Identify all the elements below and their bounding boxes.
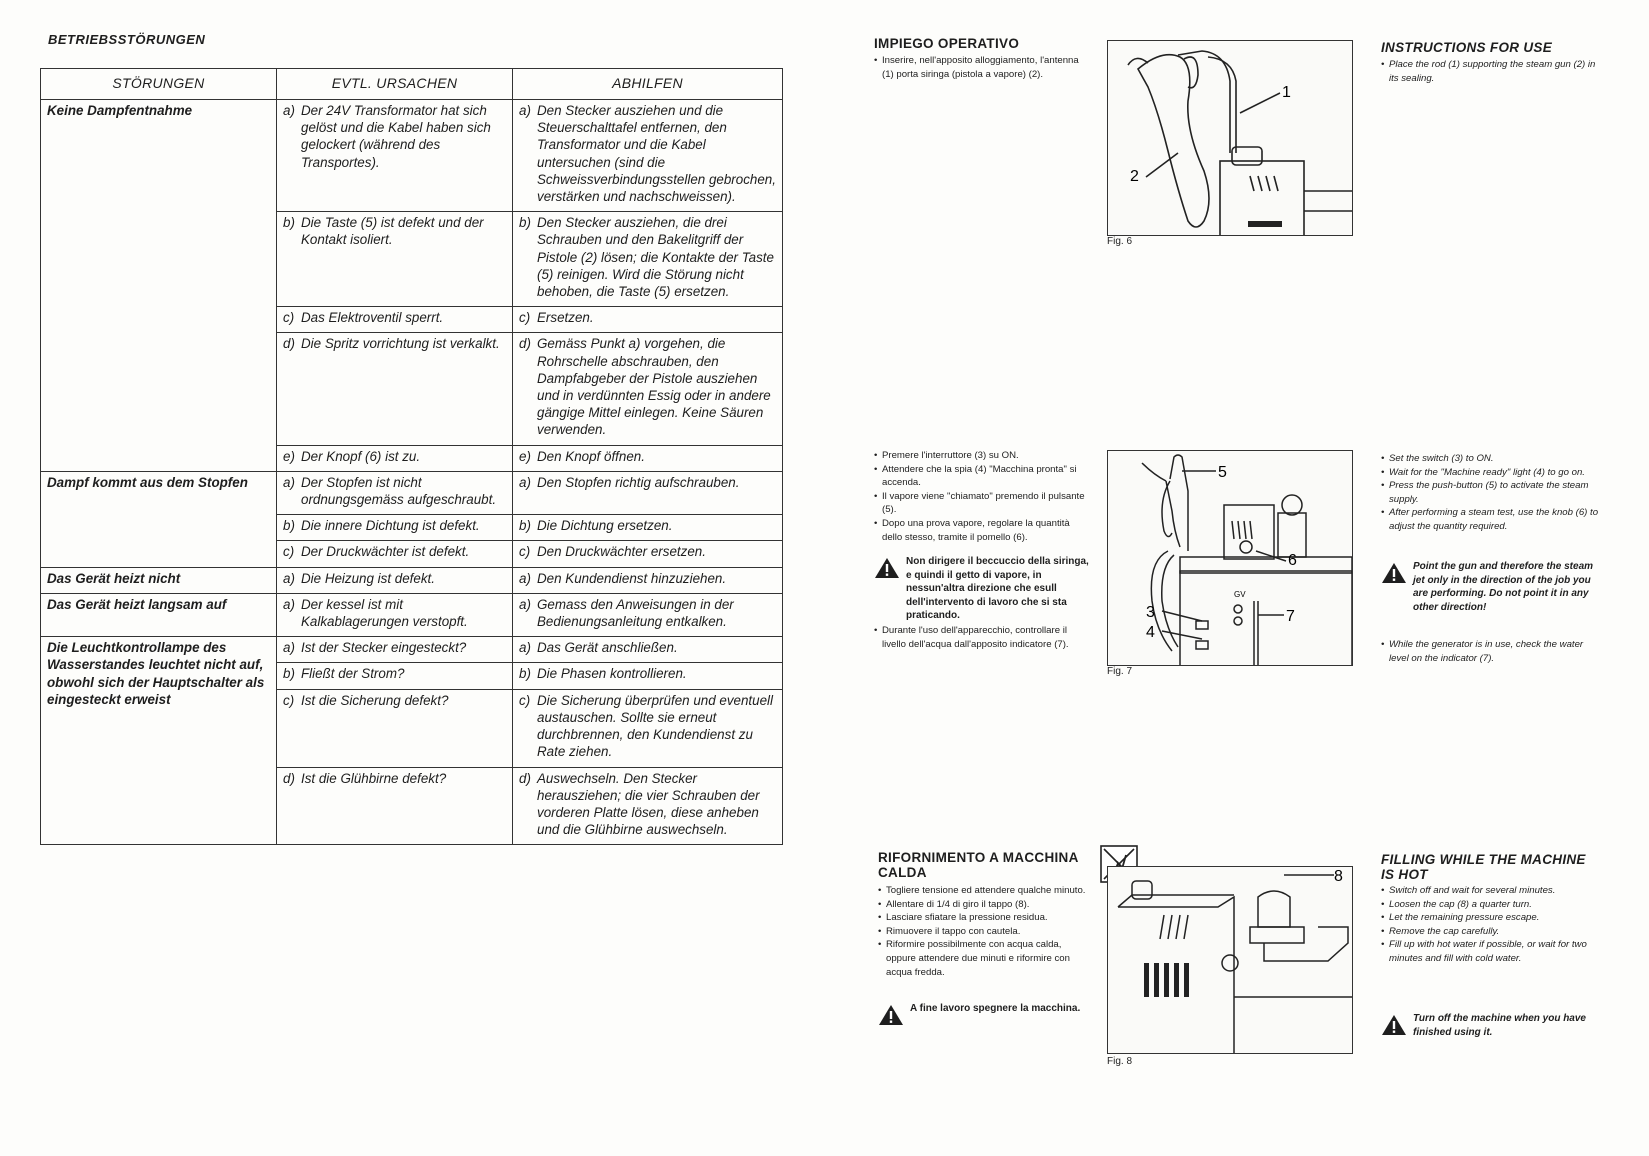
callout-8: 8 [1334, 868, 1343, 885]
list-item: • While the generator is in use, check the water level on the indicator (7). [1381, 638, 1601, 665]
item-text: Die Heizung ist defekt. [301, 570, 435, 586]
header-remedies: ABHILFEN [513, 69, 783, 100]
item-text: Der kessel ist mit Kalkablagerungen verstopft. [301, 596, 468, 630]
list-item: • Fill up with hot water if possible, or wait for two minutes and fill with cold water. [1381, 938, 1603, 965]
warning-triangle-icon [874, 557, 900, 579]
callout-5: 5 [1218, 464, 1227, 481]
fault-cell: Das Gerät heizt nicht [41, 567, 277, 593]
remedy-cell [513, 663, 783, 689]
list-item: • Set the switch (3) to ON. [1381, 452, 1601, 466]
item-letter: b) [519, 518, 531, 534]
item-text: Ist die Glühbirne defekt? [301, 770, 447, 786]
impiego-list [874, 54, 1090, 81]
remedy-cell [513, 515, 783, 541]
section-title-instructions: INSTRUCTIONS FOR USE [1381, 40, 1553, 55]
callout-4: 4 [1146, 624, 1155, 641]
warning-text: Point the gun and therefore the steam jet only in the direction of the job you are performing. Do not point it in any other direction! [1413, 561, 1594, 613]
remedy-cell [513, 212, 783, 307]
item-letter: a) [283, 103, 295, 118]
remedy-cell [513, 689, 783, 767]
list-item: • Il vapore viene "chiamato" premendo il pulsante (5). [874, 490, 1090, 517]
item-text: Den Druckwächter ersetzen. [537, 544, 706, 560]
list-item: • Dopo una prova vapore, regolare la quantità dello stesso, tramite il pomello (6). [874, 517, 1090, 544]
warning-triangle-icon [878, 1004, 904, 1026]
operation-list-en [1381, 452, 1601, 534]
item-letter: c) [283, 544, 295, 560]
list-item: • Wait for the "Machine ready" light (4) to go on. [1381, 466, 1601, 480]
remedy-cell [513, 767, 783, 845]
item-letter: a) [519, 474, 531, 490]
item-letter: c) [283, 692, 295, 708]
item-text: Den Stopfen richtig aufschrauben. [537, 474, 740, 490]
troubleshooting-table [40, 68, 783, 845]
list-item: • Place the rod (1) supporting the steam gun (2) in its sealing. [1381, 58, 1601, 85]
warning-text: A fine lavoro spegnere la macchina. [910, 1003, 1081, 1014]
table-row [41, 593, 783, 636]
header-causes: EVTL. URSACHEN [277, 69, 513, 100]
item-letter: d) [519, 770, 531, 786]
cause-cell [277, 100, 513, 212]
figure-8 [1107, 866, 1353, 1054]
fault-cell: Die Leuchtkontrollampe des Wasserstandes leuchtet nicht auf, obwohl sich der Hauptschalter als eingesteckt erweist [41, 637, 277, 845]
item-text: Auswechseln. Den Stecker herausziehen; die vier Schrauben der vorderen Platte lösen, diese anheben und die Glühbirne auswechseln. [537, 770, 760, 838]
table-row [41, 100, 783, 212]
cause-cell [277, 663, 513, 689]
item-text: Die Sicherung überprüfen und eventuell austauschen. Sollte sie erneut durchbrennen, den Kundendienst zu Rate ziehen. [537, 692, 773, 760]
refill-list-en [1381, 884, 1603, 966]
header-faults: STÖRUNGEN [41, 69, 277, 100]
figure-caption: Fig. 8 [1107, 1056, 1133, 1067]
item-text: Ist der Stecker eingesteckt? [301, 640, 467, 656]
item-letter: a) [283, 596, 295, 612]
callout-2: 2 [1130, 168, 1139, 185]
item-letter: c) [519, 692, 531, 708]
cause-cell [277, 689, 513, 767]
remedy-cell [513, 333, 783, 445]
section-title-rifornimento: RIFORNIMENTO A MACCHINA CALDA [878, 850, 1079, 880]
list-item: • Riformire possibilmente con acqua calda, oppure attendere due minuti e riformire con acqua fredda. [878, 938, 1092, 979]
figure-6 [1107, 40, 1353, 236]
remedy-cell [513, 471, 783, 514]
list-item: • Loosen the cap (8) a quarter turn. [1381, 898, 1603, 912]
item-text: Der Druckwächter ist defekt. [301, 544, 470, 560]
remedy-cell [513, 100, 783, 212]
operation-list-en-2 [1381, 638, 1601, 665]
table-row [41, 471, 783, 514]
item-text: Den Knopf öffnen. [537, 448, 645, 464]
cause-cell [277, 471, 513, 514]
remedy-cell [513, 307, 783, 333]
item-letter: b) [283, 666, 295, 682]
list-item: • Inserire, nell'apposito alloggiamento, l'antenna (1) porta siringa (pistola a vapore) (2). [874, 54, 1090, 81]
warning-note-it [874, 555, 1092, 623]
list-item: • Attendere che la spia (4) "Macchina pronta" si accenda. [874, 463, 1090, 490]
item-letter: b) [283, 215, 295, 231]
item-text: Den Stecker ausziehen und die Steuerschalttafel entfernen, den Transformator und die Kabel untersuchen (sind die Schweissverbindungsstellen gebrochen, verstärken und nachschweissen). [537, 103, 776, 205]
table-header-row [41, 69, 783, 100]
warning-note-en [1381, 560, 1603, 614]
callout-6: 6 [1288, 552, 1297, 569]
item-text: Das Elektroventil sperrt. [301, 310, 444, 326]
item-text: Ist die Sicherung defekt? [301, 692, 449, 708]
item-letter: c) [519, 310, 531, 326]
warning-triangle-icon [1381, 562, 1407, 584]
remedy-cell [513, 637, 783, 663]
cause-cell [277, 212, 513, 307]
item-text: Ersetzen. [537, 310, 594, 326]
callout-1: 1 [1282, 84, 1291, 101]
list-item: • After performing a steam test, use the knob (6) to adjust the quantity required. [1381, 506, 1601, 533]
item-letter: d) [519, 336, 531, 352]
cause-cell [277, 567, 513, 593]
item-text: Das Gerät anschließen. [537, 640, 678, 656]
callout-3: 3 [1146, 604, 1155, 621]
item-letter: a) [519, 640, 531, 656]
remedy-cell [513, 541, 783, 567]
item-letter: a) [283, 474, 295, 490]
refill-list-it [878, 884, 1092, 979]
list-item: • Rimuovere il tappo con cautela. [878, 925, 1092, 939]
figure-7-drawing [1108, 451, 1352, 665]
item-letter: c) [519, 544, 531, 560]
operation-list-it [874, 449, 1090, 544]
item-text: Die Dichtung ersetzen. [537, 518, 673, 534]
callout-7: 7 [1286, 608, 1295, 625]
cause-cell [277, 333, 513, 445]
figure-8-drawing [1108, 867, 1352, 1053]
item-text: Fließt der Strom? [301, 666, 405, 682]
item-text: Der Stopfen ist nicht ordnungsgemäss aufgeschraubt. [301, 474, 497, 508]
list-item: • Allentare di 1/4 di giro il tappo (8). [878, 898, 1092, 912]
cause-cell [277, 541, 513, 567]
item-text: Die innere Dichtung ist defekt. [301, 518, 480, 534]
warning-note-en-2 [1381, 1012, 1603, 1039]
item-letter: e) [283, 448, 295, 464]
item-text: Der Knopf (6) ist zu. [301, 448, 421, 464]
list-item: • Switch off and wait for several minutes. [1381, 884, 1603, 898]
fault-cell: Das Gerät heizt langsam auf [41, 593, 277, 636]
cause-cell [277, 637, 513, 663]
table-row [41, 567, 783, 593]
list-item: • Togliere tensione ed attendere qualche minuto. [878, 884, 1092, 898]
item-text: Den Stecker ausziehen, die drei Schrauben und den Bakelitgriff der Pistole (2) lösen; die Kontakte der Taste (5) reinigen. Wird die Störung nicht behoben, die Taste (5) ersetzen. [537, 215, 774, 300]
remedy-cell [513, 567, 783, 593]
operation-list-it-2 [874, 624, 1090, 651]
item-text: Die Spritz vorrichtung ist verkalkt. [301, 336, 500, 352]
warning-triangle-icon [1381, 1014, 1407, 1036]
item-text: Gemass den Anweisungen in der Bedienungsanleitung entkalken. [537, 596, 734, 630]
item-letter: a) [283, 570, 295, 586]
item-text: Der 24V Transformator hat sich gelöst und die Kabel haben sich gelockert (während des Transportes). [301, 103, 491, 170]
instructions-list [1381, 58, 1601, 85]
warning-note-it-2 [878, 1002, 1096, 1026]
item-text: Den Kundendienst hinzuziehen. [537, 570, 727, 586]
item-text: Die Phasen kontrollieren. [537, 666, 687, 682]
list-item: • Durante l'uso dell'apparecchio, controllare il livello dell'acqua dall'apposito indicatore (7). [874, 624, 1090, 651]
item-letter: c) [283, 310, 295, 326]
section-title-impiego: IMPIEGO OPERATIVO [874, 36, 1020, 51]
page-title: BETRIEBSSTÖRUNGEN [48, 32, 206, 47]
fault-cell: Dampf kommt aus dem Stopfen [41, 471, 277, 567]
remedy-cell [513, 593, 783, 636]
item-letter: d) [283, 336, 295, 352]
list-item: • Let the remaining pressure escape. [1381, 911, 1603, 925]
figure-7 [1107, 450, 1353, 666]
item-letter: e) [519, 448, 531, 464]
cause-cell [277, 307, 513, 333]
cause-cell [277, 515, 513, 541]
item-letter: b) [283, 518, 295, 534]
item-letter: b) [519, 666, 531, 682]
item-letter: a) [283, 640, 295, 656]
figure-caption: Fig. 6 [1107, 236, 1133, 247]
list-item: • Press the push-button (5) to activate the steam supply. [1381, 479, 1601, 506]
item-letter: b) [519, 215, 531, 231]
list-item: • Lasciare sfiatare la pressione residua. [878, 911, 1092, 925]
cause-cell [277, 445, 513, 471]
item-letter: a) [519, 596, 531, 612]
list-item: • Premere l'interruttore (3) su ON. [874, 449, 1090, 463]
warning-text: Non dirigere il beccuccio della siringa, e quindi il getto di vapore, in nessun'altra direzione che esull dell'intervento di lavoro che si sta praticando. [906, 556, 1089, 622]
panel-label: GV [1234, 590, 1246, 599]
section-title-filling: FILLING WHILE THE MACHINE IS HOT [1381, 852, 1586, 882]
table-row [41, 637, 783, 663]
remedy-cell [513, 445, 783, 471]
figure-6-drawing [1108, 41, 1352, 235]
cause-cell [277, 593, 513, 636]
cause-cell [277, 767, 513, 845]
list-item: • Remove the cap carefully. [1381, 925, 1603, 939]
warning-text: Turn off the machine when you have finished using it. [1413, 1013, 1586, 1038]
item-letter: a) [519, 103, 531, 118]
figure-caption: Fig. 7 [1107, 666, 1133, 677]
item-letter: d) [283, 770, 295, 786]
fault-cell: Keine Dampfentnahme [41, 100, 277, 472]
item-letter: a) [519, 570, 531, 586]
item-text: Die Taste (5) ist defekt und der Kontakt isoliert. [301, 215, 484, 248]
item-text: Gemäss Punkt a) vorgehen, die Rohrschelle abschrauben, den Dampfabgeber der Pistole ausziehen und in verdünnten Essig oder in andere gängige Mittel einlegen. Keine Säuren verwenden. [537, 336, 771, 438]
